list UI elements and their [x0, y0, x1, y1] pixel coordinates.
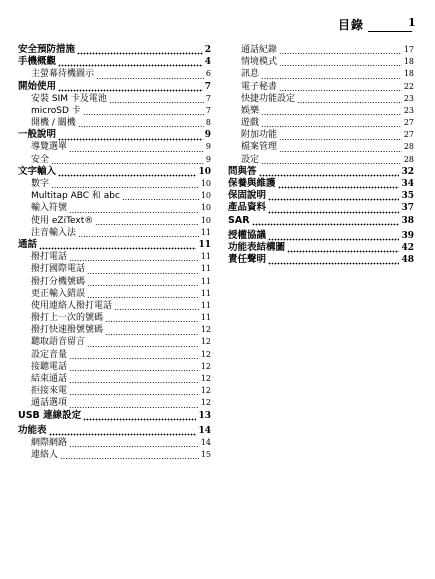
toc-entry-chapter[interactable] [18, 239, 211, 251]
dot-leader [83, 410, 196, 422]
toc-entry-section[interactable] [228, 129, 414, 141]
toc-entry-section[interactable] [18, 324, 211, 336]
toc-entry-page: 12 [200, 361, 211, 371]
toc-entry-section[interactable] [18, 227, 211, 239]
dot-leader [105, 312, 199, 324]
toc-entry-chapter[interactable] [18, 56, 211, 68]
toc-entry-chapter[interactable] [228, 178, 414, 190]
toc-entry-chapter[interactable] [228, 254, 414, 266]
dot-leader [268, 190, 399, 202]
toc-entry-section[interactable] [18, 154, 211, 166]
dot-leader [78, 117, 204, 129]
toc-entry-section[interactable] [228, 142, 414, 154]
toc-entry-label: 娛樂 [241, 105, 260, 116]
toc-column-left [18, 44, 211, 461]
toc-entry-label: 遊戲 [241, 118, 260, 129]
toc-entry-chapter[interactable] [228, 166, 414, 178]
dot-leader [297, 93, 402, 105]
toc-entry-label: 電子秘書 [241, 81, 278, 92]
dot-leader [268, 254, 399, 266]
dot-leader [261, 154, 402, 166]
toc-entry-page: 9 [205, 154, 211, 164]
dot-leader [122, 190, 199, 202]
toc-entry-page: 34 [401, 179, 414, 190]
dot-leader [109, 93, 204, 105]
toc-entry-page: 12 [200, 349, 211, 359]
toc-entry-page: 4 [204, 57, 211, 68]
toc-entry-page: 7 [205, 105, 211, 115]
toc-entry-label: USB 連線設定 [18, 409, 82, 421]
toc-entry-chapter[interactable] [18, 425, 211, 437]
toc-entry-label: 檔案管理 [241, 142, 278, 153]
toc-entry-section[interactable] [18, 105, 211, 117]
toc-entry-section[interactable] [18, 397, 211, 409]
toc-entry-page: 48 [401, 255, 414, 266]
toc-entry-page: 7 [204, 81, 211, 92]
dot-leader [69, 397, 199, 409]
dot-leader [279, 129, 402, 141]
toc-entry-label: 接聽電話 [31, 361, 68, 372]
dot-leader [77, 44, 203, 56]
toc-entry-page: 22 [403, 81, 414, 91]
dot-leader [51, 154, 204, 166]
toc-entry-page: 37 [401, 203, 414, 214]
toc-entry-label: 手機概觀 [18, 56, 57, 68]
toc-entry-page: 38 [401, 215, 414, 226]
toc-entry-section[interactable] [228, 56, 414, 68]
toc-entry-section[interactable] [228, 93, 414, 105]
toc-entry-section[interactable] [18, 361, 211, 373]
dot-leader [83, 105, 204, 117]
header-rule [368, 31, 412, 32]
toc-entry-label: SAR [228, 214, 250, 226]
toc-entry-chapter[interactable] [228, 190, 414, 202]
toc-entry-label: 導覽選單 [31, 142, 68, 153]
toc-entry-page: 8 [205, 118, 211, 128]
toc-entry-page: 11 [200, 300, 211, 310]
toc-entry-label: 聽取語音留言 [31, 337, 86, 348]
toc-entry-page: 27 [403, 130, 414, 140]
toc-entry-section[interactable] [18, 263, 211, 275]
toc-entry-page: 12 [200, 325, 211, 335]
toc-entry-section[interactable] [18, 190, 211, 202]
toc-entry-section[interactable] [228, 154, 414, 166]
toc-entry-page: 11 [200, 313, 211, 323]
toc-entry-label: 產品資料 [228, 202, 267, 214]
toc-entry-label: 快捷功能設定 [241, 93, 296, 104]
toc-entry-label: 主螢幕待機圖示 [31, 69, 95, 80]
dot-leader [268, 202, 399, 214]
toc-entry-label: 設定音量 [31, 349, 68, 360]
toc-entry-label: 設定 [241, 154, 260, 165]
toc-entry-section[interactable] [18, 251, 211, 263]
toc-entry-section[interactable] [228, 44, 414, 56]
dot-leader [268, 230, 399, 242]
dot-leader [69, 142, 204, 154]
toc-entry-page: 35 [401, 191, 414, 202]
toc-entry-page: 9 [205, 142, 211, 152]
toc-entry-label: 注音輸入法 [31, 227, 77, 238]
toc-entry-section[interactable] [18, 449, 211, 461]
toc-entry-label: 撥打分機號碼 [31, 276, 86, 287]
dot-leader [252, 215, 400, 227]
dot-leader [51, 178, 199, 190]
toc-entry-label: 輸入符號 [31, 203, 68, 214]
toc-entry-label: 拒接來電 [31, 386, 68, 397]
dot-leader [69, 349, 199, 361]
toc-entry-section[interactable] [18, 202, 211, 214]
toc-entry-section[interactable] [18, 68, 211, 80]
toc-entry-page: 28 [403, 154, 414, 164]
toc-entry-section[interactable] [18, 178, 211, 190]
dot-leader [39, 239, 196, 251]
toc-entry-label: 功能表結構圖 [228, 241, 286, 253]
toc-entry-chapter[interactable] [18, 81, 211, 93]
page-title: 目錄 [338, 18, 365, 32]
toc-entry-section[interactable] [18, 373, 211, 385]
dot-leader [58, 129, 203, 141]
toc-entry-page: 28 [403, 142, 414, 152]
toc-entry-chapter[interactable] [18, 129, 211, 141]
dot-leader [261, 117, 402, 129]
toc-entry-page: 9 [204, 130, 211, 141]
dot-leader [279, 142, 402, 154]
toc-entry-page: 7 [205, 93, 211, 103]
page-header [0, 16, 435, 40]
toc-entry-label: 撥打國際電話 [31, 264, 86, 275]
toc-entry-section[interactable] [18, 312, 211, 324]
dot-leader [87, 276, 199, 288]
dot-leader [58, 56, 203, 68]
toc-entry-label: 責任聲明 [228, 254, 267, 266]
dot-leader [279, 81, 402, 93]
toc-entry-section[interactable] [18, 93, 211, 105]
toc-entry-page: 12 [200, 398, 211, 408]
toc-entry-label: 結束通話 [31, 374, 68, 385]
toc-entry-label: 保養與維護 [228, 178, 276, 190]
toc-entry-label: 通話 [18, 238, 38, 250]
dot-leader [49, 425, 197, 437]
toc-entry-label: 文字輸入 [18, 165, 57, 177]
toc-entry-page: 27 [403, 118, 414, 128]
dot-leader [69, 437, 199, 449]
toc-entry-label: 通話選項 [31, 398, 68, 409]
dot-leader [58, 166, 196, 178]
toc-entry-page: 12 [200, 386, 211, 396]
dot-leader [87, 263, 199, 275]
dot-leader [261, 105, 402, 117]
toc-entry-page: 11 [200, 227, 211, 237]
toc-entry-label: 訊息 [241, 69, 260, 80]
toc-entry-page: 23 [403, 105, 414, 115]
toc-entry-section[interactable] [18, 117, 211, 129]
toc-entry-chapter[interactable] [228, 230, 414, 242]
toc-entry-label: 保固說明 [228, 190, 267, 202]
toc-entry-page: 23 [403, 93, 414, 103]
dot-leader [279, 44, 402, 56]
toc-entry-label: microSD 卡 [31, 105, 81, 116]
dot-leader [105, 324, 199, 336]
page-number: 1 [408, 16, 416, 29]
toc-entry-page: 10 [200, 191, 211, 201]
toc-entry-label: 使用連絡人撥打電話 [31, 300, 113, 311]
dot-leader [58, 81, 203, 93]
toc-entry-page: 2 [204, 44, 211, 55]
toc-entry-section[interactable] [228, 105, 414, 117]
toc-entry-label: 開機 / 關機 [31, 118, 76, 129]
toc-entry-page: 12 [200, 337, 211, 347]
toc-entry-label: 一般說明 [18, 129, 57, 141]
toc-entry-chapter[interactable] [18, 44, 211, 56]
dot-leader [69, 251, 199, 263]
toc-entry-page: 17 [403, 44, 414, 54]
toc-entry-label: 連絡人 [31, 450, 59, 461]
toc-entry-section[interactable] [18, 337, 211, 349]
toc-entry-page: 10 [198, 166, 211, 177]
toc-entry-page: 32 [401, 166, 414, 177]
toc-entry-chapter[interactable] [18, 410, 211, 422]
toc-entry-label: 安裝 SIM 卡及電池 [31, 93, 107, 104]
toc-entry-label: 使用 eZiText® [31, 215, 94, 226]
toc-entry-label: 開始使用 [18, 80, 57, 92]
toc-entry-page: 42 [401, 242, 414, 253]
toc-entry-page: 11 [200, 252, 211, 262]
toc-entry-page: 10 [200, 215, 211, 225]
dot-leader [278, 178, 400, 190]
toc-entry-section[interactable] [18, 276, 211, 288]
dot-leader [95, 215, 199, 227]
dot-leader [87, 337, 199, 349]
toc-entry-label: 撥打電話 [31, 252, 68, 263]
toc-entry-page: 14 [200, 437, 211, 447]
toc-entry-page: 10 [200, 179, 211, 189]
toc-entry-label: 通話紀錄 [241, 44, 278, 55]
toc-entry-label: 數字 [31, 179, 50, 190]
toc-entry-label: 撥打上一次的號碼 [31, 313, 104, 324]
toc-entry-page: 39 [401, 230, 414, 241]
toc-entry-label: 問與答 [228, 165, 257, 177]
dot-leader [69, 361, 199, 373]
toc-entry-page: 15 [200, 450, 211, 460]
toc-entry-label: 更正輸入錯誤 [31, 288, 86, 299]
toc-entry-label: 撥打快速撥號號碼 [31, 325, 104, 336]
dot-leader [114, 300, 199, 312]
toc-entry-label: 授權協議 [228, 229, 267, 241]
toc-entry-section[interactable] [228, 81, 414, 93]
dot-leader [69, 373, 199, 385]
dot-leader [78, 227, 199, 239]
dot-leader [96, 68, 204, 80]
dot-leader [259, 166, 400, 178]
toc-entry-label: 網際網路 [31, 437, 68, 448]
toc-column-right [228, 44, 414, 266]
toc-entry-page: 11 [200, 264, 211, 274]
toc-entry-label: 功能表 [18, 424, 47, 436]
toc-entry-chapter[interactable] [228, 202, 414, 214]
toc-entry-chapter[interactable] [228, 242, 414, 254]
toc-entry-page: 18 [403, 57, 414, 67]
dot-leader [279, 56, 402, 68]
dot-leader [87, 288, 199, 300]
toc-entry-section[interactable] [18, 437, 211, 449]
dot-leader [261, 68, 402, 80]
toc-entry-section[interactable] [18, 349, 211, 361]
toc-entry-chapter[interactable] [18, 166, 211, 178]
toc-entry-section[interactable] [18, 215, 211, 227]
toc-entry-page: 14 [198, 425, 211, 436]
toc-entry-page: 11 [200, 276, 211, 286]
toc-entry-label: Multitap ABC 和 abc [31, 191, 120, 202]
toc-entry-label: 情境模式 [241, 57, 278, 68]
toc-entry-section[interactable] [18, 288, 211, 300]
toc-entry-page: 13 [198, 410, 211, 421]
toc-entry-page: 6 [205, 69, 211, 79]
toc-entry-section[interactable] [18, 300, 211, 312]
dot-leader [60, 449, 199, 461]
dot-leader [69, 385, 199, 397]
dot-leader [69, 202, 199, 214]
toc-entry-page: 12 [200, 374, 211, 384]
toc-entry-page: 11 [200, 288, 211, 298]
dot-leader [287, 242, 399, 254]
toc-entry-section[interactable] [228, 68, 414, 80]
toc-entry-label: 安全 [31, 154, 50, 165]
toc-entry-page: 18 [403, 69, 414, 79]
toc-entry-label: 附加功能 [241, 130, 278, 141]
toc-entry-page: 10 [200, 203, 211, 213]
toc-entry-section[interactable] [18, 385, 211, 397]
toc-entry-label: 安全預防措施 [18, 43, 76, 55]
toc-entry-section[interactable] [228, 117, 414, 129]
toc-entry-section[interactable] [18, 142, 211, 154]
toc-entry-chapter[interactable] [228, 215, 414, 227]
toc-entry-page: 11 [198, 239, 211, 250]
